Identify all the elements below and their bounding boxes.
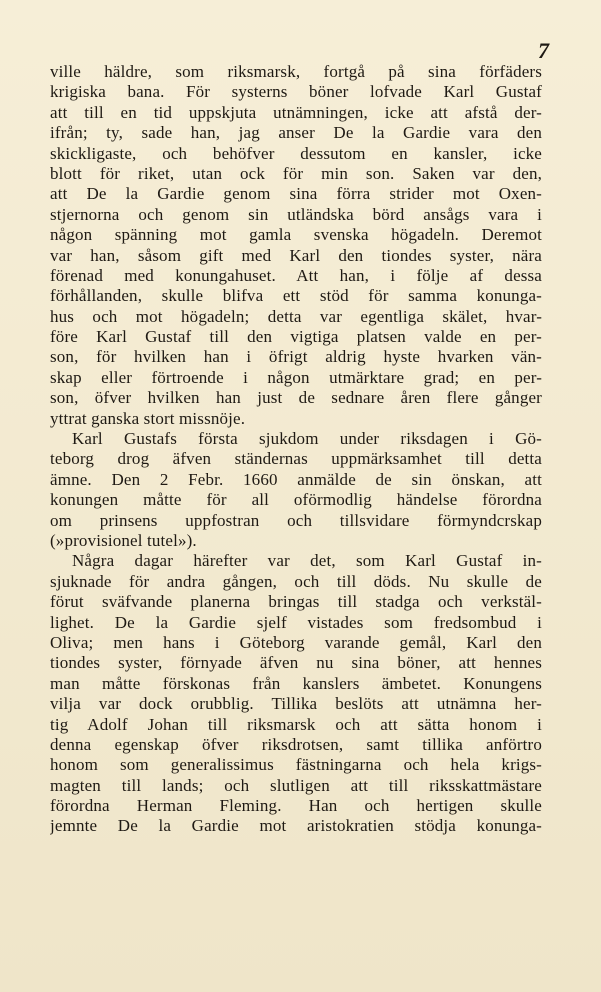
body-text: [50, 62, 542, 837]
text-line: teborg drog äfven ständernas uppmärksamhet till detta: [50, 449, 542, 469]
text-line: ville häldre, som riksmarsk, fortgå på sina förfäders: [50, 62, 542, 81]
text-line: son, öfver hvilken han just de sednare åren flere gånger: [50, 388, 542, 408]
text-line: förhållanden, skulle blifva ett stöd för samma konunga-: [50, 286, 542, 306]
text-line: Karl Gustafs första sjukdom under riksdagen i Gö-: [72, 429, 542, 449]
text-line: blott för riket, utan ock för min son. Saken var den,: [50, 163, 542, 183]
text-line: Några dagar härefter var det, som Karl Gustaf in-: [72, 551, 542, 571]
text-line: (»provisionel tutel»).: [50, 530, 197, 550]
text-line: yttrat ganska stort missnöje.: [50, 408, 246, 428]
text-line: magten till lands; och slutligen att till riksskattmästare: [50, 775, 542, 795]
page-number: 7: [538, 38, 549, 63]
text-line: ämne. Den 2 Febr. 1660 anmälde de sin önskan, att: [50, 469, 542, 489]
text-line: förenad med konungahuset. Att han, i följe af dessa: [50, 265, 542, 285]
text-line: sjuknade för andra gången, och till döds. Nu skulle de: [50, 571, 542, 591]
text-line: man måtte förskonas från kanslers ämbetet. Konungens: [50, 673, 542, 693]
text-line: var han, såsom gift med Karl den tiondes syster, nära: [50, 245, 542, 265]
text-line: konungen måtte för all oförmodlig händelse förordna: [50, 490, 542, 510]
text-line: denna egenskap öfver riksdrotsen, samt tillika anförtro: [50, 734, 542, 754]
text-line: lighet. De la Gardie sjelf vistades som fredsombud i: [50, 612, 542, 632]
text-line: skap eller förtroende i någon utmärktare grad; en per-: [50, 367, 542, 387]
text-line: skickligaste, och behöfver dessutom en kansler, icke: [50, 143, 542, 163]
text-line: son, för hvilken han i öfrigt aldrig hyste hvarken vän-: [50, 347, 542, 367]
text-line: någon spänning mot gamla svenska högadeln. Deremot: [50, 225, 542, 245]
text-line: hus och mot högadeln; detta var egentliga skälet, hvar-: [50, 306, 542, 326]
text-line: jemnte De la Gardie mot aristokratien stödja konunga-: [50, 816, 542, 836]
text-line: vilja var dock orubblig. Tillika beslöts att utnämna her-: [50, 694, 542, 714]
text-line: stjernorna och genom sin utländska börd ansågs vara i: [50, 204, 542, 224]
text-line: om prinsens uppfostran och tillsvidare förmyndcrskap: [50, 510, 542, 530]
text-line: honom som generalissimus fästningarna och hela krigs-: [50, 755, 542, 775]
text-line: ifrån; ty, sade han, jag anser De la Gardie vara den: [50, 123, 542, 143]
text-line: tiondes syster, förnyade äfven nu sina böner, att hennes: [50, 653, 542, 673]
text-line: förut sväfvande planerna bringas till stadga och verkstäl-: [50, 592, 542, 612]
text-line: krigiska bana. För systerns böner lofvade Karl Gustaf: [50, 82, 542, 102]
text-line: att till en tid uppskjuta utnämningen, icke att afstå der-: [50, 102, 542, 122]
text-line: tig Adolf Johan till riksmarsk och att sätta honom i: [50, 714, 542, 734]
text-line: före Karl Gustaf till den vigtiga platsen valde en per-: [50, 327, 542, 347]
text-line: förordna Herman Fleming. Han och hertigen skulle: [50, 796, 542, 816]
text-line: att De la Gardie genom sina förra strider mot Oxen-: [50, 184, 542, 204]
text-line: Oliva; men hans i Göteborg varande gemål, Karl den: [50, 632, 542, 652]
